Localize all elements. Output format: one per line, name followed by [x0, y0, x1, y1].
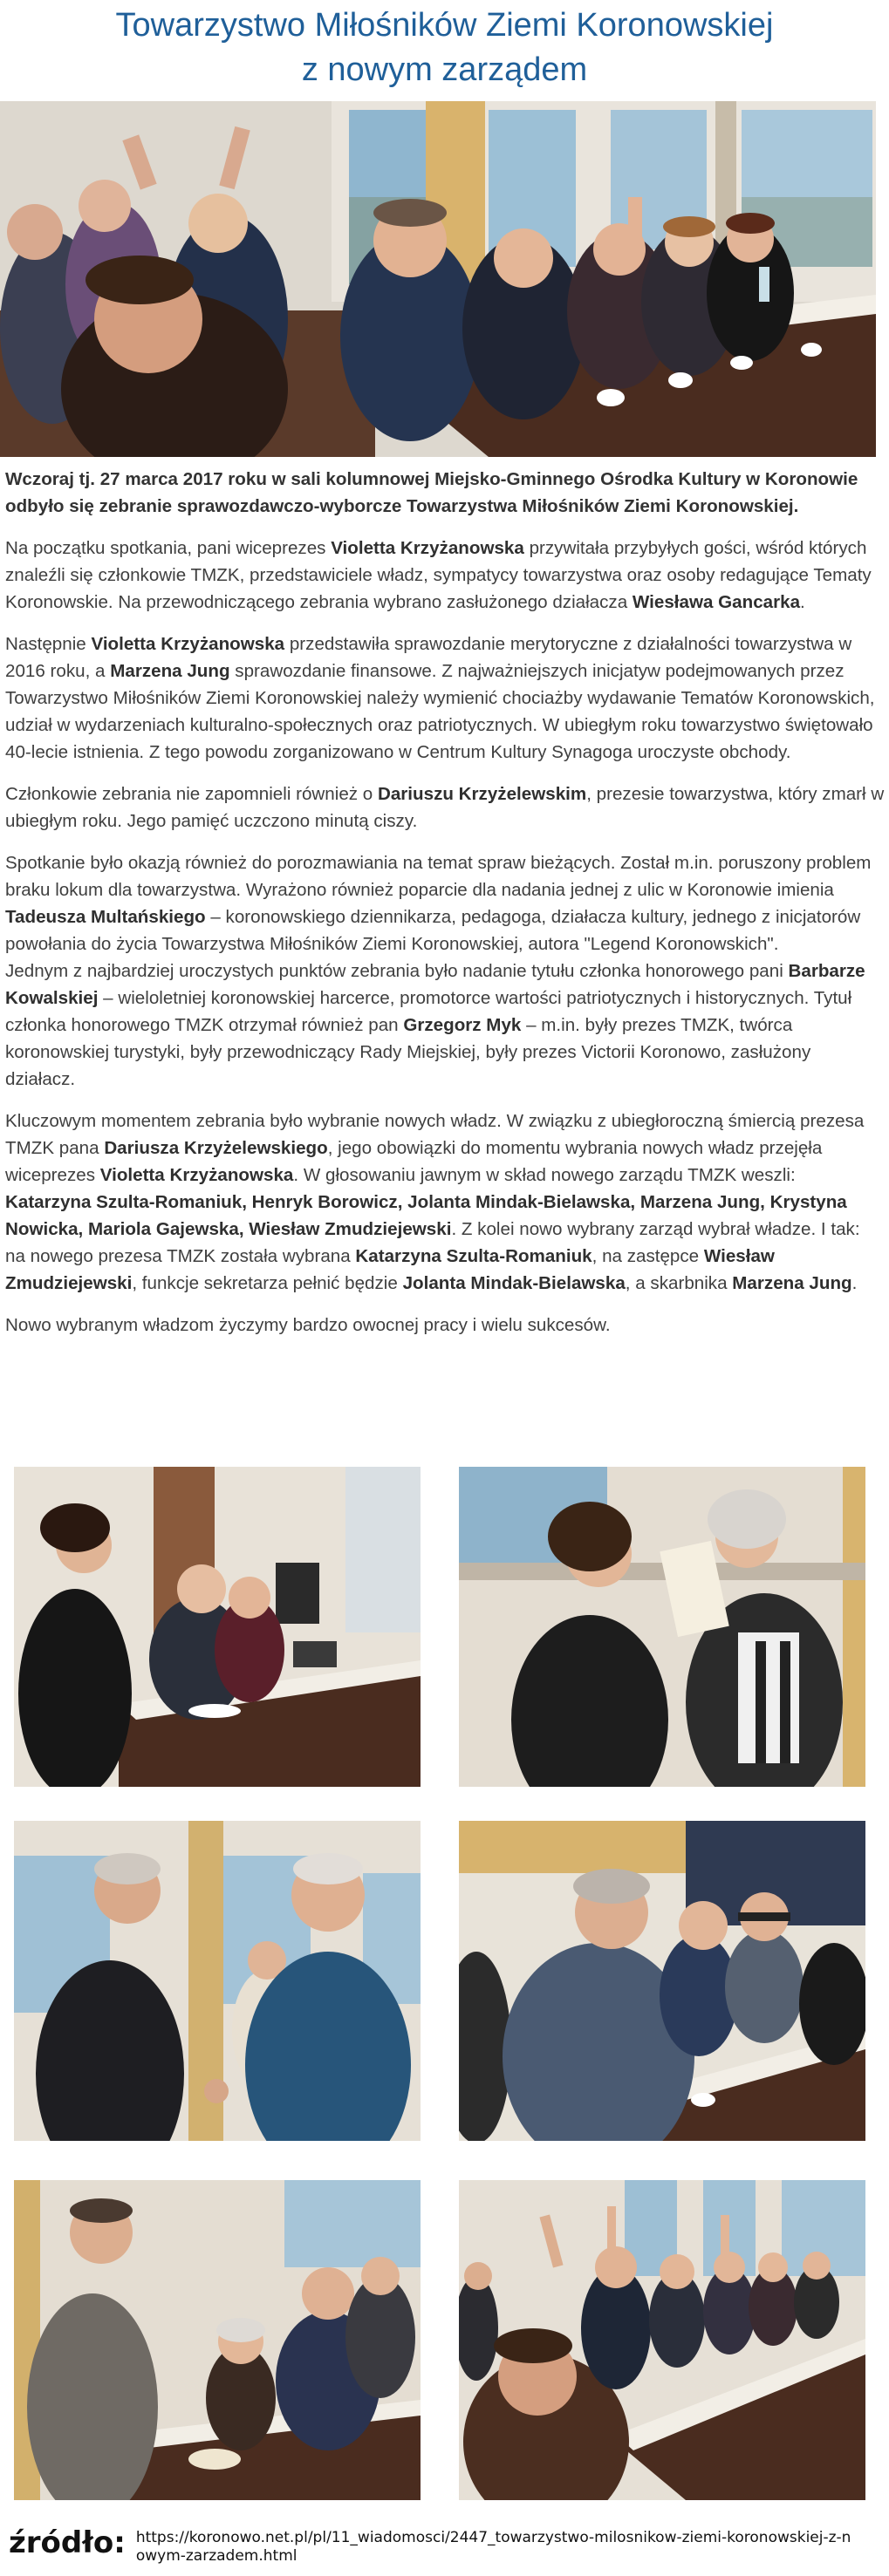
person-name: Marzena Jung [732, 1273, 852, 1293]
person-name: Grzegorz Myk [403, 1015, 522, 1035]
gallery-photo-2-image [459, 1467, 865, 1787]
person-name: Jolanta Mindak-Bielawska [402, 1273, 626, 1293]
article-body [5, 466, 885, 1353]
gallery-photo-6[interactable] [459, 2180, 865, 2500]
article-title-line-1: Towarzystwo Miłośników Ziemi Koronowskiej [115, 7, 774, 44]
person-name: Tadeusza Multańskiego [5, 907, 206, 927]
source-link[interactable]: https://koronowo.net.pl/pl/11_wiadomosci/2447_towarzystwo-milosnikow-ziemi-koronowskiej-z-nowym-zarzadem.html [135, 2529, 851, 2565]
text-span: . Z kolei nowo wybrany zarząd wybrał władze. I tak: na nowego prezesa TMZK została wybrana [5, 1219, 860, 1266]
gallery-photo-6-image [459, 2180, 865, 2500]
person-name: Violetta Krzyżanowska [331, 538, 524, 558]
article-paragraph-4 [5, 849, 885, 957]
gallery-photo-4-image [459, 1821, 865, 2141]
article-lead: Wczoraj tj. 27 marca 2017 roku w sali kolumnowej Miejsko-Gminnego Ośrodka Kultury w Koronowie odbyło się zebranie sprawozdawczo-wyborcze Towarzystwa Miłośników Ziemi Koronowskiej. [5, 469, 858, 516]
text-span: Członkowie zebrania nie zapomnieli również o [5, 784, 378, 804]
article-paragraph-1 [5, 535, 885, 616]
text-span: przedstawiła sprawozdanie merytoryczne z działalności towarzystwa w 2016 roku, a [5, 634, 852, 681]
text-span: , prezesie towarzystwa, który zmarł w ubiegłym roku. Jego pamięć uczczono minutą ciszy. [5, 784, 885, 831]
text-span: sprawozdanie finansowe. Z najważniejszych inicjatyw podejmowanych przez Towarzystwo Miłośników Ziemi Koronowskiej należy wymienić chociażby wydawanie Tematów Koronowskich, udział w wydarzeniach kulturalno-społecznych oraz patriotycznych. W ubiegłym roku towarzystwo świętowało 40-lecie istnienia. Z tego powodu zorganizowano w Centrum Kultury Synagoga uroczyste obchody. [5, 661, 875, 762]
hero-photo[interactable] [0, 101, 876, 457]
source-attribution [9, 2524, 881, 2573]
gallery-photo-2[interactable] [459, 1467, 865, 1787]
text-span: . [800, 592, 805, 612]
text-span: Jednym z najbardziej uroczystych punktów zebrania było nadanie tytułu członka honorowego pani [5, 961, 789, 981]
person-name: Dariusza Krzyżelewskiego [104, 1138, 328, 1158]
text-span: Następnie [5, 634, 92, 654]
person-name: Marzena Jung [110, 661, 230, 681]
text-span: – koronowskiego dziennikarza, pedagoga, działacza kultury, jednego z inicjatorów powołania do życia Towarzystwa Miłośników Ziemi Koronowskiej, autora "Legend Koronowskich". [5, 907, 861, 954]
source-label: źródło: [9, 2525, 126, 2560]
text-span: – wieloletniej koronowskiej harcerce, promotorce wartości patriotycznych i historycznych. Tytuł członka honorowego TMZK otrzymał również pan [5, 988, 852, 1035]
text-span: Spotkanie było okazją również do porozmawiania na temat spraw bieżących. Został m.in. poruszony problem braku lokum dla towarzystwa. Wyrażono również poparcie dla nadania jednej z ulic w Koronowie imienia [5, 853, 872, 900]
text-span: przywitała przybyłych gości, wśród których znaleźli się członkowie TMZK, przedstawiciele władz, sympatycy towarzystwa oraz osoby redagujące Tematy Koronowskie. Na przewodniczącego zebrania wybrano zasłużonego działacza [5, 538, 872, 612]
person-name: Barbarze Kowalskiej [5, 961, 865, 1008]
gallery-photo-1[interactable] [14, 1467, 421, 1787]
text-span: , na zastępce [592, 1246, 704, 1266]
text-span: , jego obowiązki do momentu wybrania nowych władz przejęła wiceprezes [5, 1138, 823, 1185]
person-name: Violetta Krzyżanowska [91, 634, 285, 654]
person-name: Dariuszu Krzyżelewskim [377, 784, 587, 804]
gallery-photo-5[interactable] [14, 2180, 421, 2500]
text-span: . W głosowaniu jawnym w skład nowego zarządu TMZK weszli: [293, 1165, 796, 1185]
gallery-photo-4[interactable] [459, 1821, 865, 2141]
text-span: , funkcje sekretarza pełnić będzie [132, 1273, 403, 1293]
text-span: . [851, 1273, 858, 1293]
article-paragraph-5 [5, 957, 885, 1093]
gallery-photo-3[interactable] [14, 1821, 421, 2141]
hero-photo-image [0, 101, 876, 457]
text-span: , a skarbnika [625, 1273, 733, 1293]
board-members: Katarzyna Szulta-Romaniuk, Henryk Borowicz, Jolanta Mindak-Bielawska, Marzena Jung, Krystyna Nowicka, Mariola Gajewska, Wiesław Zmudziejewski [5, 1192, 847, 1239]
person-name: Wiesława Gancarka [632, 592, 801, 612]
person-name: Wiesław Zmudziejewski [5, 1246, 775, 1293]
text-span: Na początku spotkania, pani wiceprezes [5, 538, 332, 558]
text-span: Kluczowym momentem zebrania było wybranie nowych władz. W związku z ubiegłoroczną śmiercią prezesa TMZK pana [5, 1111, 865, 1158]
article-paragraph-6 [5, 1107, 885, 1297]
article-paragraph-3 [5, 780, 885, 835]
person-name: Katarzyna Szulta-Romaniuk [355, 1246, 592, 1266]
gallery-photo-5-image [14, 2180, 421, 2500]
text-span: – m.in. były prezes TMZK, twórca koronowskiej turystyki, były przewodniczący Rady Miejskiej, były prezes Victorii Koronowo, zasłużony działacz. [5, 1015, 811, 1089]
gallery-photo-3-image [14, 1821, 421, 2141]
article-closing: Nowo wybranym władzom życzymy bardzo owocnej pracy i wielu sukcesów. [5, 1315, 611, 1335]
person-name: Violetta Krzyżanowska [99, 1165, 294, 1185]
article-paragraph-2 [5, 630, 885, 766]
gallery-photo-1-image [14, 1467, 421, 1787]
article-title [0, 0, 889, 105]
article-title-line-2: z nowym zarządem [301, 51, 588, 88]
